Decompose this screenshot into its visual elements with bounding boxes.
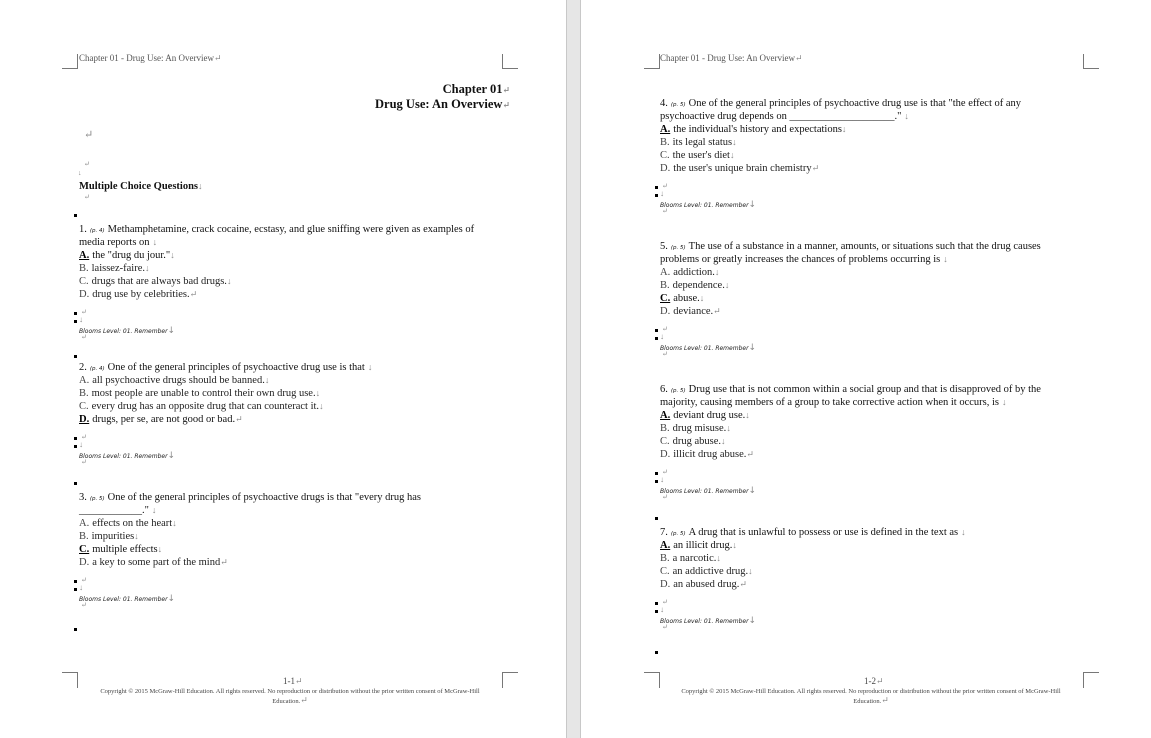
option-text: drug abuse. <box>672 436 722 447</box>
paragraph-mark: ↵ <box>713 306 721 316</box>
answer-option <box>79 374 269 387</box>
question-stem-line <box>79 504 156 517</box>
option-letter: B. <box>660 280 670 291</box>
option-text: an abused drug. <box>673 579 740 590</box>
line-break-mark: ↓ <box>748 343 757 353</box>
paragraph-mark: ↵ <box>739 579 747 589</box>
line-break-mark: ↓ <box>226 276 232 286</box>
answer-option-correct <box>79 413 243 426</box>
blooms-level-text: Blooms Level: 01. Remember <box>79 328 168 335</box>
chapter-number-title: Chapter 01↵ <box>442 82 510 96</box>
option-letter: A. <box>79 375 90 386</box>
document-page-2 <box>581 0 1151 738</box>
option-letter: D. <box>660 579 671 590</box>
question-number: 3. <box>79 492 87 503</box>
blooms-level-tag <box>660 200 756 210</box>
question-number: 1. <box>79 224 87 235</box>
line-break-mark: ↓ <box>714 267 720 277</box>
line-break-mark: ↓ <box>660 605 664 614</box>
question-text: One of the general principles of psychoactive drugs is that "every drug has <box>107 492 422 503</box>
paragraph-bullet <box>655 186 658 189</box>
copyright-notice: Copyright © 2015 McGraw-Hill Education. All rights reserved. No reproduction or distribution without the prior written consent of McGraw-Hill Education.↵ <box>681 688 1061 705</box>
option-text: drugs that are always bad drugs. <box>91 276 227 287</box>
document-page-1 <box>0 0 566 738</box>
line-break-mark: ↓ <box>167 326 176 336</box>
question-number: 5. <box>660 241 668 252</box>
paragraph-mark: ↵ <box>662 623 668 631</box>
page-reference: (p. 5) <box>670 245 686 251</box>
line-break-mark: ↓ <box>367 362 373 372</box>
question-number: 2. <box>79 362 87 373</box>
blooms-level-tag <box>79 451 175 461</box>
option-text: an addictive drug. <box>672 566 749 577</box>
paragraph-mark: ↵ <box>662 350 668 358</box>
line-break-mark: ↓ <box>943 254 948 264</box>
option-text: its legal status <box>672 137 733 148</box>
crop-mark <box>62 672 78 688</box>
chapter-title: Drug Use: An Overview↵ <box>375 97 510 111</box>
option-text: deviance. <box>673 306 714 317</box>
option-text: dependence. <box>672 280 725 291</box>
line-break-mark: ↓ <box>726 423 731 433</box>
line-break-mark: ↓ <box>78 169 82 177</box>
answer-option <box>79 275 231 288</box>
line-break-mark: ↓ <box>961 527 966 537</box>
page-number: 1-1↵ <box>283 676 303 686</box>
answer-option-correct <box>660 409 750 422</box>
line-break-mark: ↓ <box>748 566 753 576</box>
paragraph-mark: ↵ <box>220 557 228 567</box>
paragraph-bullet <box>655 610 658 613</box>
line-break-mark: ↓ <box>167 451 176 461</box>
paragraph-mark: ↵ <box>81 601 87 609</box>
crop-mark <box>1083 672 1099 688</box>
paragraph-bullet <box>74 628 77 631</box>
paragraph-bullet <box>74 214 77 217</box>
question-text: The use of a substance in a manner, amounts, or situations such that the drug causes <box>688 241 1041 252</box>
section-heading: Multiple Choice Questions↓ <box>79 181 203 192</box>
answer-option <box>660 448 754 461</box>
option-text: laissez-faire. <box>91 263 145 274</box>
crop-mark <box>502 54 518 69</box>
crop-mark <box>644 672 660 688</box>
paragraph-mark: ↵ <box>84 160 90 168</box>
paragraph-bullet <box>74 312 77 315</box>
line-break-mark: ↓ <box>170 250 175 260</box>
option-letter: D. <box>660 163 671 174</box>
paragraph-bullet <box>655 602 658 605</box>
copyright-notice: Copyright © 2015 McGraw-Hill Education. All rights reserved. No reproduction or distribution without the prior written consent of McGraw-Hill Education.↵ <box>100 688 480 705</box>
blooms-level-text: Blooms Level: 01. Remember <box>660 345 749 352</box>
question-text: problems or greatly increases the chances of problems occurring is <box>660 254 941 265</box>
line-break-mark: ↓ <box>79 440 83 449</box>
line-break-mark: ↓ <box>904 111 909 121</box>
option-letter: C. <box>660 293 671 304</box>
blooms-level-text: Blooms Level: 01. Remember <box>660 618 749 625</box>
question-stem-line <box>79 236 157 249</box>
option-text: an illicit drug. <box>673 540 733 551</box>
paragraph-mark: ↵ <box>662 598 668 606</box>
paragraph-bullet <box>655 480 658 483</box>
paragraph-mark: ↵ <box>811 163 820 173</box>
crop-mark <box>62 54 78 69</box>
paragraph-mark: ↵ <box>81 308 87 316</box>
blooms-level-tag <box>79 594 175 604</box>
line-break-mark: ↓ <box>748 200 757 210</box>
question-number: 6. <box>660 384 668 395</box>
option-letter: A. <box>660 410 671 421</box>
crop-mark <box>1083 54 1099 69</box>
question-stem-line <box>660 396 1007 409</box>
option-letter: A. <box>660 124 671 135</box>
answer-option-correct <box>79 543 162 556</box>
paragraph-mark: ↵ <box>84 129 94 141</box>
line-break-mark: ↓ <box>721 436 726 446</box>
option-text: most people are unable to control their own drug use. <box>91 388 316 399</box>
line-break-mark: ↓ <box>729 150 735 160</box>
answer-option <box>79 517 177 530</box>
line-break-mark: ↓ <box>157 544 163 554</box>
paragraph-mark: ↵ <box>662 325 668 333</box>
page-reference: (p. 5) <box>670 531 686 537</box>
line-break-mark: ↓ <box>167 594 176 604</box>
question-stem-line <box>660 110 909 123</box>
question-text: majority, causing members of a group to take corrective action when it occurs, is <box>660 397 999 408</box>
blooms-level-tag <box>660 486 756 496</box>
line-break-mark: ↓ <box>79 583 83 592</box>
line-break-mark: ↓ <box>748 616 757 626</box>
answer-option <box>660 149 734 162</box>
paragraph-mark: ↵ <box>81 333 87 341</box>
option-letter: B. <box>79 388 89 399</box>
paragraph-mark: ↵ <box>81 458 87 466</box>
option-letter: C. <box>660 566 670 577</box>
option-text: impurities <box>91 531 135 542</box>
line-break-mark: ↓ <box>1002 397 1007 407</box>
paragraph-bullet <box>655 194 658 197</box>
paragraph-mark: ↵ <box>81 576 87 584</box>
paragraph-bullet <box>74 320 77 323</box>
blooms-level-tag <box>79 326 175 336</box>
answer-option <box>79 556 228 569</box>
answer-option <box>660 305 721 318</box>
line-break-mark: ↓ <box>724 280 730 290</box>
option-letter: C. <box>660 436 670 447</box>
option-letter: B. <box>660 553 670 564</box>
option-text: effects on the heart <box>92 518 173 529</box>
option-text: all psychoactive drugs should be banned. <box>92 375 265 386</box>
option-letter: C. <box>660 150 670 161</box>
paragraph-bullet <box>74 482 77 485</box>
line-break-mark: ↓ <box>699 293 705 303</box>
paragraph-bullet <box>655 329 658 332</box>
blooms-level-tag <box>660 616 756 626</box>
question-text: ____________." <box>79 505 149 516</box>
question-text: One of the general principles of psychoactive drug use is that "the effect of any <box>688 98 1022 109</box>
option-letter: D. <box>660 306 671 317</box>
answer-option <box>660 162 819 175</box>
option-letter: D. <box>660 449 671 460</box>
line-break-mark: ↓ <box>748 486 757 496</box>
option-text: drug use by celebrities. <box>92 289 190 300</box>
option-text: the "drug du jour." <box>92 250 171 261</box>
paragraph-mark: ↵ <box>662 182 668 190</box>
answer-option <box>79 288 197 301</box>
question-stem-line <box>660 253 948 266</box>
option-letter: A. <box>79 250 90 261</box>
paragraph-bullet <box>74 445 77 448</box>
paragraph-bullet <box>655 337 658 340</box>
option-text: drug misuse. <box>672 423 727 434</box>
option-text: drugs, per se, are not good or bad. <box>92 414 236 425</box>
answer-option <box>660 279 729 292</box>
option-text: abuse. <box>673 293 700 304</box>
option-letter: D. <box>79 557 90 568</box>
blooms-level-text: Blooms Level: 01. Remember <box>660 488 749 495</box>
page-reference: (p. 4) <box>89 228 105 234</box>
answer-option <box>79 400 324 413</box>
line-break-mark: ↓ <box>716 553 721 563</box>
line-break-mark: ↓ <box>745 410 750 420</box>
option-text: a key to some part of the mind <box>92 557 221 568</box>
page-number: 1-2↵ <box>864 676 884 686</box>
paragraph-mark: ↵ <box>662 493 668 501</box>
paragraph-bullet <box>655 517 658 520</box>
paragraph-mark: ↵ <box>84 193 90 201</box>
question-text: One of the general principles of psychoactive drug use is that <box>107 362 365 373</box>
answer-option <box>79 387 320 400</box>
line-break-mark: ↓ <box>151 505 157 515</box>
crop-mark <box>644 54 660 69</box>
paragraph-mark: ↵ <box>746 449 754 459</box>
answer-option <box>660 136 737 149</box>
answer-option <box>660 435 726 448</box>
line-break-mark: ↓ <box>134 531 139 541</box>
line-break-mark: ↓ <box>172 518 177 528</box>
option-letter: D. <box>79 289 90 300</box>
answer-option <box>660 565 753 578</box>
blooms-level-text: Blooms Level: 01. Remember <box>660 202 749 209</box>
line-break-mark: ↓ <box>841 124 847 134</box>
running-header: Chapter 01 - Drug Use: An Overview↵ <box>79 53 222 63</box>
option-text: illicit drug abuse. <box>673 449 747 460</box>
paragraph-mark: ↵ <box>189 289 198 299</box>
option-letter: B. <box>660 137 670 148</box>
line-break-mark: ↓ <box>79 315 83 324</box>
option-text: the individual's history and expectations <box>673 124 842 135</box>
line-break-mark: ↓ <box>732 540 737 550</box>
question-text: media reports on <box>79 237 150 248</box>
paragraph-mark: ↵ <box>662 468 668 476</box>
option-letter: A. <box>79 518 90 529</box>
answer-option <box>660 422 731 435</box>
line-break-mark: ↓ <box>732 137 737 147</box>
question-number: 4. <box>660 98 668 109</box>
paragraph-bullet <box>74 355 77 358</box>
option-letter: A. <box>660 267 671 278</box>
page-reference: (p. 5) <box>670 388 686 394</box>
paragraph-bullet <box>655 651 658 654</box>
question-text: Methamphetamine, crack cocaine, ecstasy, and glue sniffing were given as examples of <box>107 224 475 235</box>
paragraph-bullet <box>74 588 77 591</box>
answer-option <box>660 266 719 279</box>
page-reference: (p. 4) <box>89 366 105 372</box>
option-text: addiction. <box>673 267 715 278</box>
option-text: every drug has an opposite drug that can counteract it. <box>91 401 320 412</box>
paragraph-mark: ↵ <box>235 414 243 424</box>
option-text: deviant drug use. <box>673 410 746 421</box>
answer-option <box>660 578 747 591</box>
paragraph-mark: ↵ <box>81 433 87 441</box>
line-break-mark: ↓ <box>264 375 270 385</box>
blooms-level-tag <box>660 343 756 353</box>
option-letter: B. <box>79 263 89 274</box>
answer-option-correct <box>660 539 737 552</box>
blooms-level-text: Blooms Level: 01. Remember <box>79 596 168 603</box>
option-letter: D. <box>79 414 90 425</box>
option-letter: A. <box>660 540 671 551</box>
answer-option-correct <box>660 292 704 305</box>
line-break-mark: ↓ <box>660 332 664 341</box>
answer-option <box>79 262 149 275</box>
running-header: Chapter 01 - Drug Use: An Overview↵ <box>660 53 803 63</box>
option-letter: B. <box>660 423 670 434</box>
question-text: A drug that is unlawful to possess or use is defined in the text as <box>688 527 959 538</box>
answer-option <box>79 530 139 543</box>
line-break-mark: ↓ <box>319 401 324 411</box>
line-break-mark: ↓ <box>660 189 664 198</box>
page-reference: (p. 5) <box>89 496 105 502</box>
paragraph-bullet <box>655 472 658 475</box>
crop-mark <box>502 672 518 688</box>
option-letter: C. <box>79 401 89 412</box>
question-number: 7. <box>660 527 668 538</box>
line-break-mark: ↓ <box>660 475 664 484</box>
option-letter: C. <box>79 544 90 555</box>
option-text: the user's diet <box>672 150 730 161</box>
blooms-level-text: Blooms Level: 01. Remember <box>79 453 168 460</box>
page-reference: (p. 5) <box>670 102 686 108</box>
paragraph-bullet <box>74 437 77 440</box>
question-text: psychoactive drug depends on ____________________." <box>660 111 902 122</box>
paragraph-bullet <box>74 580 77 583</box>
question-text: Drug use that is not common within a social group and that is disapproved of by the <box>688 384 1041 395</box>
paragraph-mark: ↵ <box>662 207 668 215</box>
answer-option-correct <box>79 249 175 262</box>
line-break-mark: ↓ <box>144 263 150 273</box>
option-text: a narcotic. <box>672 553 717 564</box>
option-letter: C. <box>79 276 89 287</box>
option-letter: B. <box>79 531 89 542</box>
answer-option-correct <box>660 123 846 136</box>
option-text: multiple effects <box>92 544 158 555</box>
option-text: the user's unique brain chemistry <box>673 163 812 174</box>
line-break-mark: ↓ <box>315 388 321 398</box>
answer-option <box>660 552 721 565</box>
line-break-mark: ↓ <box>152 237 158 247</box>
